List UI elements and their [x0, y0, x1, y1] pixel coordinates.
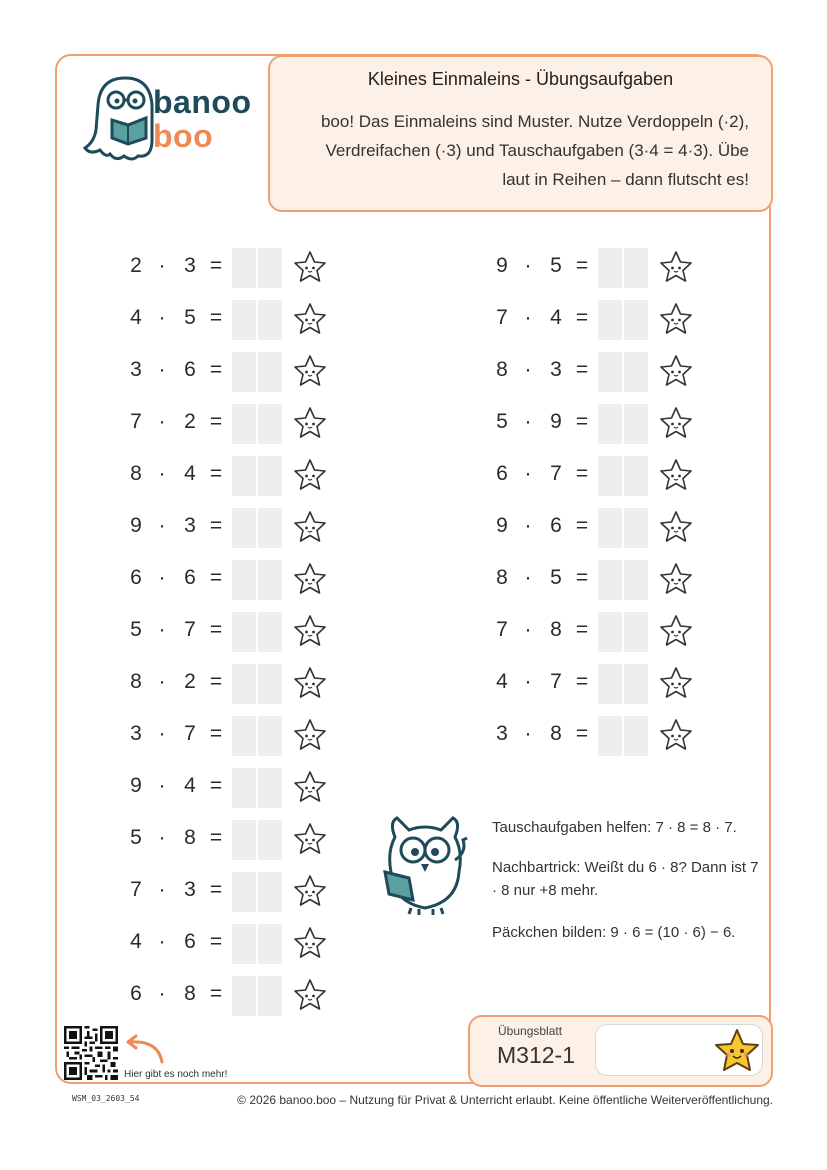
answer-tens-field[interactable]	[598, 248, 622, 288]
answer-tens-field[interactable]	[598, 456, 622, 496]
task-row	[126, 768, 336, 808]
times-sign: ·	[158, 826, 166, 849]
equals-sign: =	[209, 930, 223, 953]
factor-b: 7	[184, 618, 196, 641]
smiling-star-outline-icon[interactable]	[658, 613, 694, 649]
times-sign: ·	[524, 254, 532, 277]
times-sign: ·	[158, 930, 166, 953]
answer-ones-field[interactable]	[258, 820, 282, 860]
times-sign: ·	[524, 618, 532, 641]
answer-tens-field[interactable]	[598, 508, 622, 548]
smiling-star-outline-icon[interactable]	[292, 509, 328, 545]
smiling-star-outline-icon[interactable]	[292, 717, 328, 753]
factor-a: 9	[130, 774, 142, 797]
smiling-star-outline-icon[interactable]	[658, 665, 694, 701]
answer-ones-field[interactable]	[258, 664, 282, 704]
answer-tens-field[interactable]	[232, 300, 256, 340]
task-row	[126, 456, 336, 496]
factor-a: 4	[496, 670, 508, 693]
times-sign: ·	[158, 722, 166, 745]
times-sign: ·	[158, 410, 166, 433]
factor-a: 3	[130, 722, 142, 745]
factor-b: 5	[184, 306, 196, 329]
equals-sign: =	[209, 982, 223, 1005]
smiling-star-outline-icon[interactable]	[658, 561, 694, 597]
qr-hint-text: Hier gibt es noch mehr!	[124, 1069, 228, 1080]
times-sign: ·	[158, 774, 166, 797]
factor-b: 8	[184, 982, 196, 1005]
answer-tens-field[interactable]	[598, 716, 622, 756]
document-code: WSM_03_2603_54	[72, 1094, 140, 1103]
task-row	[492, 456, 702, 496]
answer-tens-field[interactable]	[232, 404, 256, 444]
task-row	[126, 404, 336, 444]
task-row	[492, 716, 702, 756]
equals-sign: =	[209, 618, 223, 641]
answer-ones-field[interactable]	[258, 352, 282, 392]
equals-sign: =	[209, 462, 223, 485]
times-sign: ·	[524, 514, 532, 537]
factor-a: 2	[130, 254, 142, 277]
times-sign: ·	[524, 670, 532, 693]
answer-tens-field[interactable]	[232, 768, 256, 808]
factor-a: 4	[130, 930, 142, 953]
task-row	[126, 716, 336, 756]
times-sign: ·	[158, 618, 166, 641]
factor-a: 7	[130, 410, 142, 433]
factor-a: 9	[496, 254, 508, 277]
factor-b: 8	[550, 618, 562, 641]
smiling-star-outline-icon[interactable]	[292, 925, 328, 961]
equals-sign: =	[209, 566, 223, 589]
answer-ones-field[interactable]	[624, 456, 648, 496]
task-row	[126, 352, 336, 392]
equals-sign: =	[209, 722, 223, 745]
answer-ones-field[interactable]	[258, 716, 282, 756]
times-sign: ·	[524, 306, 532, 329]
times-sign: ·	[158, 670, 166, 693]
factor-b: 3	[550, 358, 562, 381]
sheet-label: Übungsblatt	[498, 1024, 563, 1038]
factor-b: 7	[550, 670, 562, 693]
smiling-star-outline-icon[interactable]	[292, 301, 328, 337]
smiling-star-outline-icon[interactable]	[292, 561, 328, 597]
times-sign: ·	[158, 878, 166, 901]
equals-sign: =	[575, 514, 589, 537]
task-row	[126, 300, 336, 340]
equals-sign: =	[209, 670, 223, 693]
times-sign: ·	[158, 358, 166, 381]
equals-sign: =	[575, 358, 589, 381]
answer-ones-field[interactable]	[258, 404, 282, 444]
answer-tens-field[interactable]	[232, 716, 256, 756]
task-row	[126, 664, 336, 704]
factor-b: 2	[184, 410, 196, 433]
answer-ones-field[interactable]	[258, 560, 282, 600]
factor-b: 8	[184, 826, 196, 849]
answer-tens-field[interactable]	[598, 352, 622, 392]
factor-b: 4	[184, 462, 196, 485]
factor-a: 6	[496, 462, 508, 485]
smiling-star-outline-icon[interactable]	[292, 249, 328, 285]
equals-sign: =	[575, 618, 589, 641]
task-row	[492, 404, 702, 444]
answer-tens-field[interactable]	[598, 300, 622, 340]
factor-a: 5	[496, 410, 508, 433]
equals-sign: =	[209, 306, 223, 329]
smiling-star-outline-icon[interactable]	[292, 665, 328, 701]
times-sign: ·	[158, 462, 166, 485]
task-row	[492, 664, 702, 704]
answer-tens-field[interactable]	[232, 924, 256, 964]
answer-tens-field[interactable]	[232, 560, 256, 600]
header-description: boo! Das Einmaleins sind Muster. Nutze Verdoppeln (·2), Verdreifachen (·3) und Tauschaufgaben (3·4 = 4·3). Übe laut in Reihen – dann flutscht es!	[320, 112, 749, 189]
smiling-star-outline-icon[interactable]	[292, 457, 328, 493]
tip-2: Nachbartrick: Weißt du 6 · 8? Dann ist 7 · 8 nur +8 mehr.	[492, 859, 759, 899]
answer-ones-field[interactable]	[258, 976, 282, 1016]
times-sign: ·	[158, 982, 166, 1005]
smiling-star-outline-icon[interactable]	[292, 353, 328, 389]
owl-with-book-icon	[375, 812, 475, 917]
times-sign: ·	[524, 410, 532, 433]
factor-a: 3	[130, 358, 142, 381]
smiling-star-outline-icon[interactable]	[658, 405, 694, 441]
factor-b: 6	[184, 566, 196, 589]
equals-sign: =	[575, 462, 589, 485]
times-sign: ·	[524, 566, 532, 589]
answer-tens-field[interactable]	[598, 560, 622, 600]
task-row	[492, 248, 702, 288]
answer-ones-field[interactable]	[624, 248, 648, 288]
logo-text-banoo: banoo	[153, 84, 252, 120]
factor-b: 5	[550, 254, 562, 277]
answer-ones-field[interactable]	[258, 924, 282, 964]
smiling-star-outline-icon[interactable]	[658, 353, 694, 389]
factor-a: 8	[130, 462, 142, 485]
times-sign: ·	[158, 514, 166, 537]
answer-ones-field[interactable]	[258, 248, 282, 288]
equals-sign: =	[575, 306, 589, 329]
task-row	[126, 924, 336, 964]
curved-arrow-icon	[122, 1034, 168, 1066]
task-row	[126, 976, 336, 1016]
factor-a: 8	[130, 670, 142, 693]
answer-tens-field[interactable]	[598, 612, 622, 652]
answer-tens-field[interactable]	[232, 456, 256, 496]
factor-a: 4	[130, 306, 142, 329]
factor-b: 4	[550, 306, 562, 329]
factor-a: 3	[496, 722, 508, 745]
equals-sign: =	[575, 410, 589, 433]
task-row	[126, 248, 336, 288]
factor-b: 5	[550, 566, 562, 589]
answer-ones-field[interactable]	[624, 612, 648, 652]
factor-a: 6	[130, 982, 142, 1005]
smiling-star-outline-icon[interactable]	[658, 509, 694, 545]
smiling-star-outline-icon[interactable]	[658, 301, 694, 337]
answer-tens-field[interactable]	[232, 664, 256, 704]
task-row	[126, 508, 336, 548]
factor-b: 6	[184, 358, 196, 381]
smiling-star-outline-icon[interactable]	[292, 613, 328, 649]
answer-tens-field[interactable]	[598, 404, 622, 444]
equals-sign: =	[209, 514, 223, 537]
factor-b: 3	[184, 514, 196, 537]
task-row	[126, 612, 336, 652]
answer-tens-field[interactable]	[232, 248, 256, 288]
times-sign: ·	[524, 358, 532, 381]
factor-a: 9	[130, 514, 142, 537]
equals-sign: =	[575, 566, 589, 589]
answer-ones-field[interactable]	[624, 404, 648, 444]
factor-a: 5	[130, 618, 142, 641]
answer-ones-field[interactable]	[624, 664, 648, 704]
answer-ones-field[interactable]	[258, 872, 282, 912]
factor-a: 6	[130, 566, 142, 589]
qr-code-icon[interactable]	[64, 1026, 118, 1080]
times-sign: ·	[524, 462, 532, 485]
answer-tens-field[interactable]	[232, 872, 256, 912]
tip-3: Päckchen bilden: 9 · 6 = (10 · 6) − 6.	[492, 924, 736, 941]
factor-b: 4	[184, 774, 196, 797]
page-title: Kleines Einmaleins - Übungsaufgaben	[367, 69, 674, 89]
task-row	[126, 560, 336, 600]
equals-sign: =	[209, 358, 223, 381]
factor-b: 6	[184, 930, 196, 953]
task-row	[126, 820, 336, 860]
tip-1: Tauschaufgaben helfen: 7 · 8 = 8 · 7.	[492, 819, 737, 836]
answer-ones-field[interactable]	[258, 456, 282, 496]
answer-ones-field[interactable]	[624, 716, 648, 756]
answer-ones-field[interactable]	[258, 300, 282, 340]
factor-b: 3	[184, 878, 196, 901]
answer-ones-field[interactable]	[624, 560, 648, 600]
sheet-code: M312-1	[497, 1042, 575, 1068]
task-row	[126, 872, 336, 912]
equals-sign: =	[209, 826, 223, 849]
equals-sign: =	[575, 670, 589, 693]
factor-a: 7	[496, 618, 508, 641]
answer-tens-field[interactable]	[232, 508, 256, 548]
smiling-star-outline-icon[interactable]	[658, 249, 694, 285]
task-row	[492, 508, 702, 548]
task-row	[492, 560, 702, 600]
smiling-gold-star-icon	[712, 1027, 762, 1075]
smiling-star-outline-icon[interactable]	[292, 873, 328, 909]
factor-a: 8	[496, 566, 508, 589]
copyright-text: © 2026 banoo.boo – Nutzung für Privat & Unterricht erlaubt. Keine öffentliche Weiterveröffentlichung.	[237, 1093, 773, 1107]
answer-ones-field[interactable]	[624, 508, 648, 548]
task-row	[492, 300, 702, 340]
factor-a: 7	[496, 306, 508, 329]
times-sign: ·	[158, 306, 166, 329]
smiling-star-outline-icon[interactable]	[292, 405, 328, 441]
smiling-star-outline-icon[interactable]	[658, 717, 694, 753]
equals-sign: =	[575, 254, 589, 277]
answer-ones-field[interactable]	[258, 508, 282, 548]
answer-ones-field[interactable]	[624, 352, 648, 392]
header-box	[268, 55, 773, 212]
times-sign: ·	[158, 566, 166, 589]
equals-sign: =	[575, 722, 589, 745]
task-row	[492, 352, 702, 392]
factor-b: 2	[184, 670, 196, 693]
smiling-star-outline-icon[interactable]	[292, 821, 328, 857]
smiling-star-outline-icon[interactable]	[292, 769, 328, 805]
equals-sign: =	[209, 410, 223, 433]
answer-ones-field[interactable]	[258, 768, 282, 808]
factor-a: 7	[130, 878, 142, 901]
answer-ones-field[interactable]	[624, 300, 648, 340]
answer-tens-field[interactable]	[232, 976, 256, 1016]
factor-a: 8	[496, 358, 508, 381]
task-row	[492, 612, 702, 652]
factor-b: 7	[184, 722, 196, 745]
answer-tens-field[interactable]	[232, 352, 256, 392]
logo-text-boo: boo	[153, 118, 214, 154]
factor-b: 9	[550, 410, 562, 433]
times-sign: ·	[158, 254, 166, 277]
answer-ones-field[interactable]	[258, 612, 282, 652]
times-sign: ·	[524, 722, 532, 745]
factor-a: 5	[130, 826, 142, 849]
factor-b: 8	[550, 722, 562, 745]
answer-tens-field[interactable]	[232, 820, 256, 860]
smiling-star-outline-icon[interactable]	[658, 457, 694, 493]
factor-b: 6	[550, 514, 562, 537]
smiling-star-outline-icon[interactable]	[292, 977, 328, 1013]
factor-b: 3	[184, 254, 196, 277]
equals-sign: =	[209, 254, 223, 277]
equals-sign: =	[209, 774, 223, 797]
answer-tens-field[interactable]	[598, 664, 622, 704]
factor-a: 9	[496, 514, 508, 537]
factor-b: 7	[550, 462, 562, 485]
answer-tens-field[interactable]	[232, 612, 256, 652]
equals-sign: =	[209, 878, 223, 901]
